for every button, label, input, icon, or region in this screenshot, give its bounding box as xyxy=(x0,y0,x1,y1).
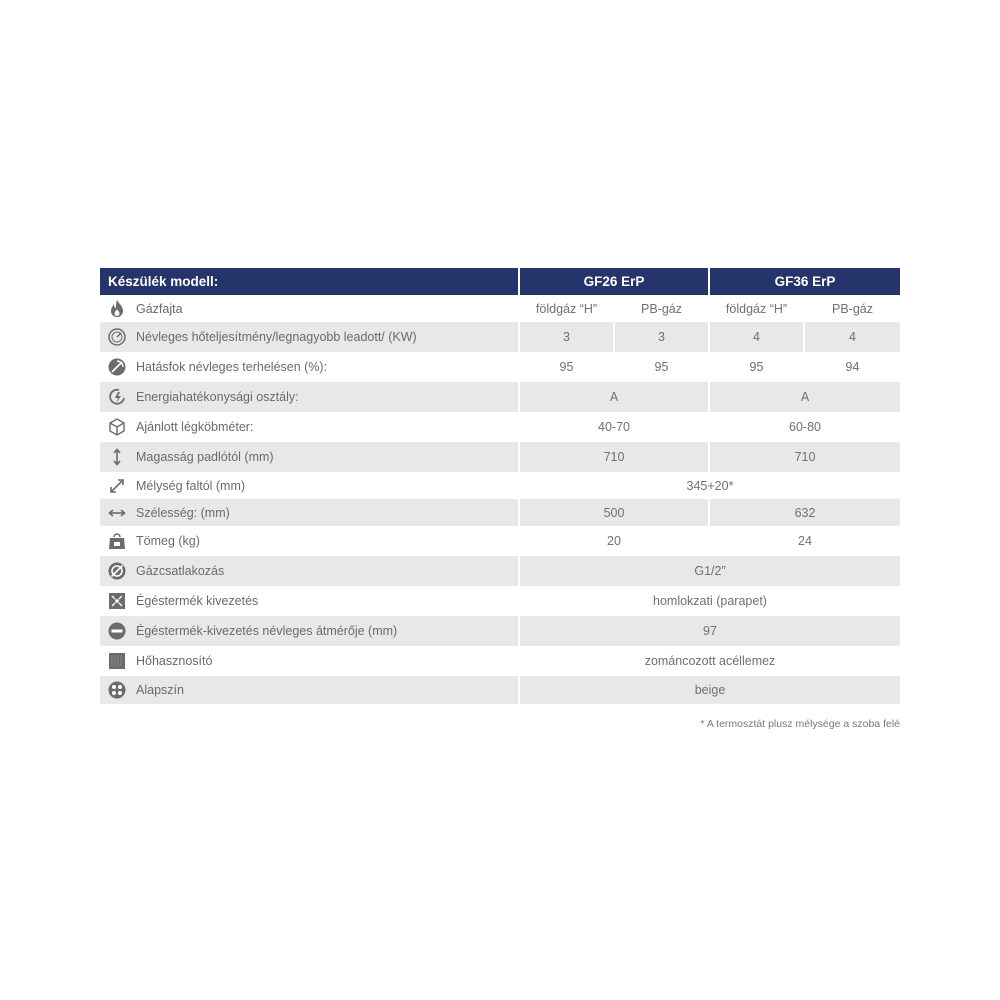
table-row xyxy=(100,646,900,676)
row-label-cell xyxy=(100,295,520,322)
value-cell: 40-70 xyxy=(520,412,710,442)
table-row xyxy=(100,472,900,499)
table-row xyxy=(100,382,900,412)
diagonal-arrow-icon xyxy=(104,475,130,497)
row-label: Hőhasznosító xyxy=(136,654,213,668)
value-cell: 500 xyxy=(520,499,710,526)
row-label: Mélység faltól (mm) xyxy=(136,478,246,493)
row-label: Égéstermék kivezetés xyxy=(136,594,259,608)
energy-class-icon xyxy=(104,386,130,408)
model-gf26-header: GF26 ErP xyxy=(520,268,710,295)
heat-exchanger-icon xyxy=(104,650,130,672)
horizontal-arrow-icon xyxy=(104,502,130,524)
row-label-cell xyxy=(100,646,520,676)
table-row xyxy=(100,352,900,382)
row-label: Szélesség: (mm) xyxy=(136,505,230,520)
table-row xyxy=(100,322,900,352)
weight-icon xyxy=(104,530,130,552)
efficiency-icon xyxy=(104,356,130,378)
row-label-cell xyxy=(100,676,520,704)
value-cell: 95 xyxy=(710,352,805,382)
value-cell: PB-gáz xyxy=(832,301,873,316)
row-label-cell xyxy=(100,442,520,472)
row-label: Ajánlott légköbméter: xyxy=(136,420,254,434)
value-cell: 4 xyxy=(710,322,805,352)
spec-table xyxy=(100,268,900,704)
value-cell: 95 xyxy=(520,352,615,382)
row-label-cell xyxy=(100,352,520,382)
row-label: Névleges hőteljesítmény/legnagyobb leadott/ (KW) xyxy=(136,330,417,344)
value-cell: 97 xyxy=(520,616,900,646)
value-cell: 710 xyxy=(520,442,710,472)
value-cell: 60-80 xyxy=(789,420,821,434)
value-cell: 3 xyxy=(615,322,710,352)
value-cell: 20 xyxy=(520,526,710,556)
table-row xyxy=(100,556,900,586)
value-cell: homlokzati (parapet) xyxy=(653,594,767,608)
model-gf36-header: GF36 ErP xyxy=(710,268,900,295)
diameter-icon xyxy=(104,560,130,582)
row-label-cell xyxy=(100,586,520,616)
row-label-cell xyxy=(100,322,520,352)
value-cell: 4 xyxy=(805,322,900,352)
row-label: Égéstermék-kivezetés névleges átmérője (mm) xyxy=(136,624,398,638)
row-label: Energiahatékonysági osztály: xyxy=(136,390,299,404)
value-cell: 95 xyxy=(615,352,710,382)
color-palette-icon xyxy=(104,679,130,701)
row-label-cell xyxy=(100,472,520,499)
footnote: * A termosztát plusz mélysége a szoba felé xyxy=(700,718,900,730)
value-cell: 94 xyxy=(845,360,860,374)
value-cell: G1/2” xyxy=(520,556,900,586)
table-row xyxy=(100,676,900,704)
flame-icon xyxy=(104,298,130,320)
row-label-cell xyxy=(100,499,520,526)
table-row xyxy=(100,412,900,442)
table-row xyxy=(100,442,900,472)
table-row xyxy=(100,295,900,322)
value-cell: 632 xyxy=(710,499,900,526)
flue-outlet-icon xyxy=(104,590,130,612)
cube-icon xyxy=(104,416,130,438)
value-cell: zománcozott acéllemez xyxy=(644,654,776,668)
row-label: Alapszín xyxy=(136,683,184,697)
row-label-cell xyxy=(100,412,520,442)
row-label-cell xyxy=(100,382,520,412)
row-label-cell xyxy=(100,616,520,646)
table-header xyxy=(100,268,900,295)
value-cell: 24 xyxy=(798,534,812,548)
row-label: Magasság padlótól (mm) xyxy=(136,450,274,464)
row-label: Hatásfok névleges terhelésen (%): xyxy=(136,360,328,374)
row-label: Gázcsatlakozás xyxy=(136,564,225,578)
table-row xyxy=(100,616,900,646)
row-label-cell xyxy=(100,526,520,556)
value-cell: A xyxy=(520,382,710,412)
value-cell: 3 xyxy=(520,322,615,352)
table-row xyxy=(100,499,900,526)
value-cell: földgáz “H” xyxy=(520,295,615,322)
table-row xyxy=(100,586,900,616)
table-row xyxy=(100,526,900,556)
flue-diameter-icon xyxy=(104,620,130,642)
value-cell: 710 xyxy=(710,442,900,472)
model-header-label: Készülék modell: xyxy=(100,268,520,295)
value-cell: A xyxy=(710,382,900,412)
vertical-arrow-icon xyxy=(104,446,130,468)
row-label: Tömeg (kg) xyxy=(136,534,200,548)
row-label: Gázfajta xyxy=(136,301,183,316)
gauge-icon xyxy=(104,326,130,348)
value-cell: földgáz “H” xyxy=(710,295,805,322)
value-cell: 345+20* xyxy=(686,478,734,493)
value-cell: beige xyxy=(520,676,900,704)
value-cell: PB-gáz xyxy=(615,295,710,322)
row-label-cell xyxy=(100,556,520,586)
